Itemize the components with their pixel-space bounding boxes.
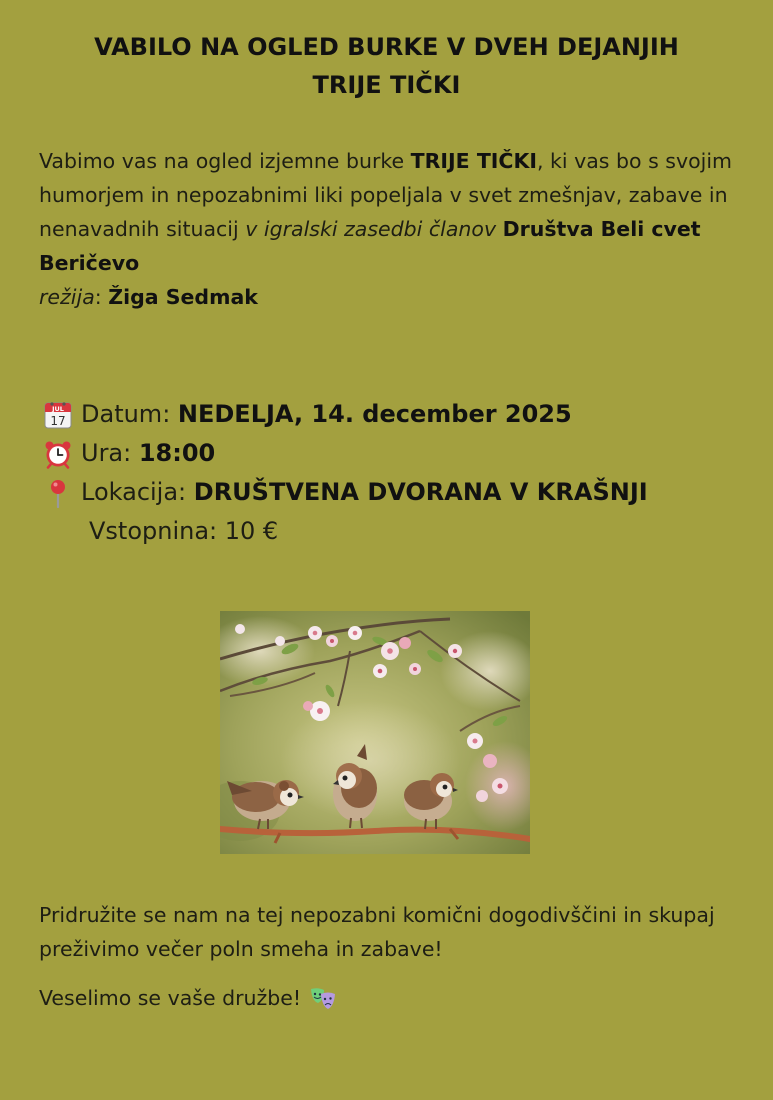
entry-fee: Vstopnina: 10 €: [89, 517, 279, 545]
director-label: režija: [39, 285, 95, 309]
poster-title: [0, 28, 773, 104]
location-label: Lokacija:: [81, 478, 194, 506]
closing-text: Veselimo se vaše družbe!: [39, 986, 302, 1010]
calendar-icon: [43, 400, 73, 430]
cast-label: v igralski zasedbi članov: [245, 217, 497, 241]
intro-text-2: , ki vas bo s svojim humorjem in nepozabnimi liki popeljala v svet zmešnjav, zabave in nenavadnih situacij: [39, 149, 732, 241]
location-row: [43, 473, 763, 512]
sparrows-on-branch-photo: [220, 611, 530, 854]
time-label: Ura:: [81, 439, 139, 467]
date-row: [43, 395, 763, 434]
performing-arts-masks-icon: [309, 987, 337, 1011]
time-value: 18:00: [138, 439, 216, 467]
date-label: Datum:: [81, 400, 178, 428]
time-row: [43, 434, 763, 473]
intro-paragraph: Vabimo vas na ogled izjemne burke TRIJE TIČKI, ki vas bo s svojim humorjem in nepozabnimi liki popeljala v svet zmešnjav, zabave in nenavadnih situacij v igralski zasedbi članov Društva Beli cvet Beričevo režija: Žiga Sedmak: [39, 149, 732, 309]
alarm-clock-icon: [43, 439, 73, 469]
invitation-text: Pridružite se nam na tej nepozabni komični dogodivščini in skupaj preživimo večer poln smeha in zabave!: [39, 903, 715, 961]
location-value: DRUŠTVENA DVORANA V KRAŠNJI: [193, 478, 648, 506]
closing-section: [39, 898, 739, 1030]
calendar-month: JUL: [52, 404, 64, 413]
round-pushpin-icon: [43, 478, 73, 508]
event-details: [43, 395, 763, 551]
closing-line: [39, 981, 739, 1015]
calendar-day: 17: [50, 413, 66, 428]
date-value: NEDELJA, 14. december 2025: [177, 400, 572, 428]
play-title: TRIJE TIČKI: [410, 149, 537, 173]
title-line-1: VABILO NA OGLED BURKE V DVEH DEJANJIH: [94, 33, 679, 61]
intro-text-1: Vabimo vas na ogled izjemne burke: [39, 149, 411, 173]
society-name: Društva Beli cvet Beričevo: [39, 217, 701, 275]
title-line-2: TRIJE TIČKI: [312, 71, 461, 99]
director-name: Žiga Sedmak: [108, 285, 258, 309]
